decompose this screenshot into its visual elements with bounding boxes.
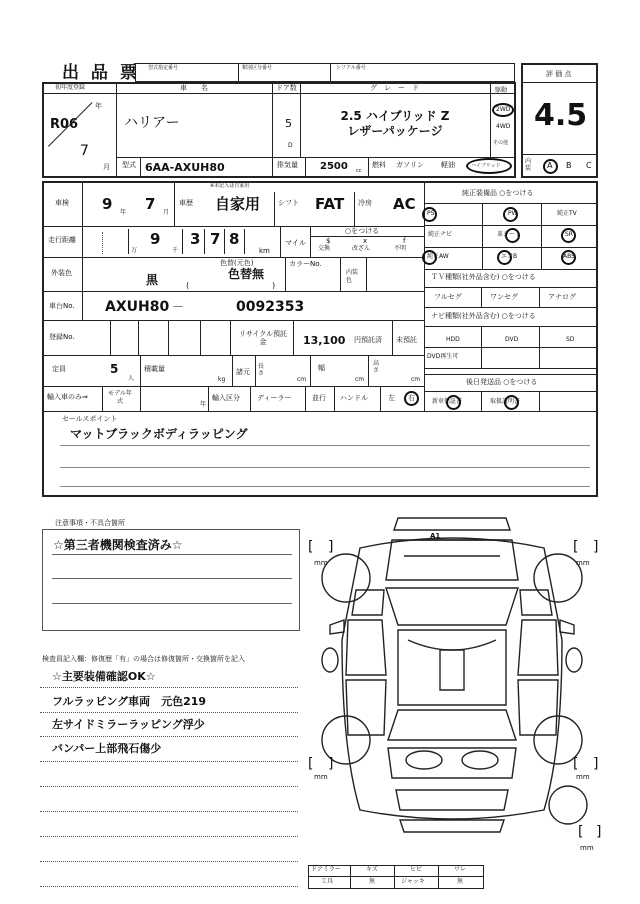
color-value: 黒: [146, 273, 159, 287]
grade-label: グ レ ー ド: [370, 84, 419, 92]
interior-a-circle: [543, 159, 558, 174]
cooler-value: AC: [393, 195, 416, 213]
chassis-number: 0092353: [236, 299, 305, 315]
doors-value: 5: [285, 117, 292, 130]
model-value: 6AA-AXUH80: [145, 161, 225, 174]
reg-era-year: R06: [50, 117, 79, 132]
mileage-d1: 3: [190, 230, 201, 248]
grade-line1: 2.5 ハイブリッド Z: [340, 109, 450, 123]
car-name-label: 車 名: [180, 84, 208, 92]
model-label: 型式: [122, 161, 136, 169]
warranty-circle: [446, 395, 461, 410]
sales-point-text: マットブラックボディラッピング: [70, 427, 248, 441]
history-value: 自家用: [215, 195, 261, 213]
capacity-value: 5: [110, 362, 119, 376]
fuel-hybrid: ハイブリッド: [471, 163, 501, 169]
color-change-value: 色替無: [228, 267, 265, 281]
notes-line1: ☆第三者機関検査済み☆: [53, 538, 183, 552]
damage-mark-a1: A1: [430, 532, 441, 540]
mileage-man: 9: [150, 230, 161, 248]
mileage-d2: 7: [210, 230, 221, 248]
displacement-label: 排気量: [277, 161, 298, 169]
reg-label: 初年度登録: [55, 84, 86, 91]
displacement-value: 2500: [320, 161, 348, 172]
inspection-year: 9: [102, 195, 113, 213]
type-approval-label: 型式指定番号: [148, 65, 179, 71]
grade-line2: レザーパッケージ: [347, 124, 443, 138]
handle-right-circle: [404, 391, 419, 406]
inspector-line4: バンパー上部飛石傷少: [52, 742, 162, 755]
leather-circle: [505, 228, 520, 243]
inspector-line2: フルラッピング車両 元色219: [52, 695, 207, 708]
drive-2wd-circle: [492, 103, 514, 117]
header-number-row: [135, 63, 515, 82]
shift-value: FAT: [315, 195, 345, 213]
rating-score: 4.5: [534, 98, 588, 133]
manual-circle: [504, 395, 519, 410]
serial-label: シリアル番号: [336, 65, 366, 71]
inspector-line1: ☆主要装備確認OK☆: [52, 670, 156, 683]
sr-circle: [561, 228, 576, 243]
airbag-circle: [497, 250, 512, 265]
reg-month: 7: [80, 143, 89, 159]
inspection-month: 7: [145, 195, 156, 213]
car-name: ハリアー: [124, 115, 180, 131]
inspector-line3: 左サイドミラーラッピング浮少: [52, 718, 205, 731]
drive-label: 駆動: [495, 87, 508, 94]
class-label: 類別区分番号: [242, 65, 273, 71]
car-diagram: [300, 510, 610, 865]
doors-label: ドア数: [276, 84, 297, 92]
recycle-value: 13,100: [303, 334, 346, 347]
abs-circle: [561, 250, 576, 265]
aw-circle: [422, 250, 437, 265]
fuel-hybrid-circle: [466, 158, 512, 174]
mileage-d3: 8: [229, 230, 240, 248]
ps-circle: [422, 207, 437, 222]
chassis-prefix: AXUH80: [105, 299, 170, 315]
pw-circle: [503, 207, 518, 222]
form-title: 出 品 票: [62, 63, 140, 83]
